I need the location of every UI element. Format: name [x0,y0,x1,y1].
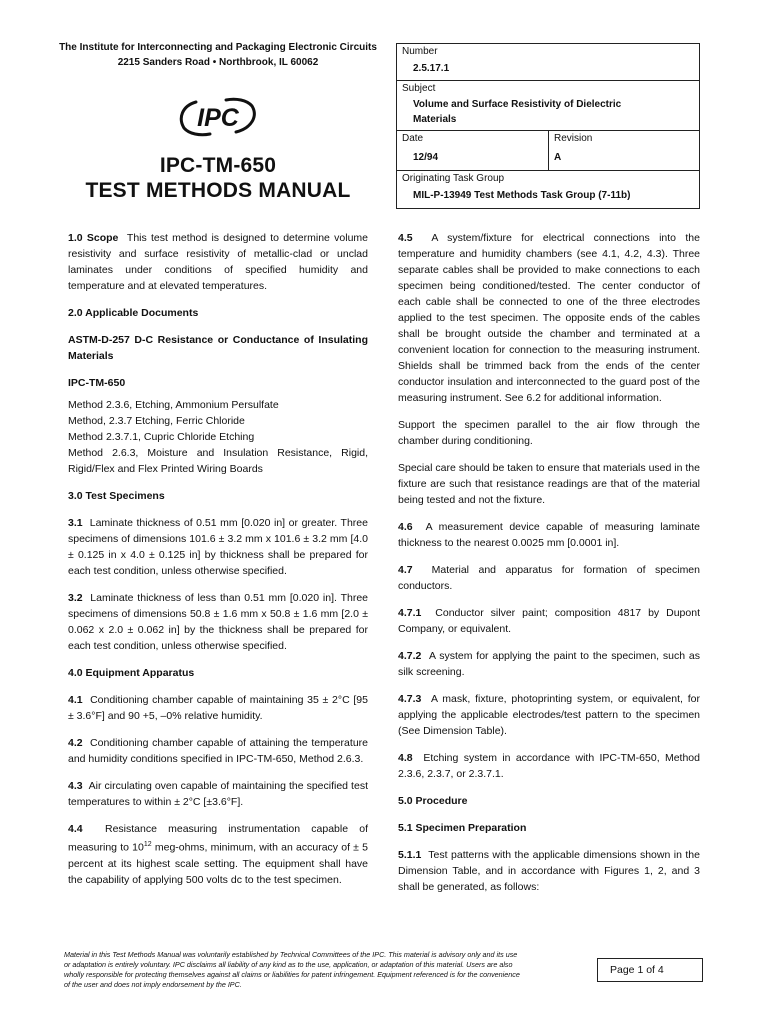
section-text-a: Resistance measuring instrumentation capable of measuring to 10 [68,823,368,854]
page-number: Page 1 of 4 [597,958,703,982]
manual-title: TEST METHODS MANUAL [85,179,351,202]
section-number: 1.0 Scope [68,232,119,244]
section-text: A mask, fixture, photoprinting system, or equivalent, for applying the applicable electrodes/test pattern to the specimen (See Dimension Table). [398,693,700,737]
section-number: 4.6 [398,521,413,533]
section-1-0 [68,230,368,294]
revision-cell [549,131,699,171]
right-column [398,230,700,906]
subject-label: Subject [402,83,436,94]
section-4-5 [398,230,700,406]
section-3-0-heading: 3.0 Test Specimens [68,490,165,502]
section-3-2 [68,590,368,654]
institute-address: 2215 Sanders Road • Northbrook, IL 60062 [117,57,319,68]
subject-cell [397,81,699,131]
section-text: Conditioning chamber capable of maintaining 35 ± 2°C [95 ± 3.6°F] and 90 +5, –0% relative humidity. [68,694,368,722]
section-number: 3.1 [68,517,83,529]
subject-value-line1: Volume and Surface Resistivity of Dielectric [413,99,622,110]
section-text: A system for applying the paint to the specimen, such as silk screening. [398,650,700,678]
section-4-7 [398,562,700,594]
section-4-7-3 [398,691,700,739]
task-group-label: Originating Task Group [402,173,505,184]
section-5-0-heading: 5.0 Procedure [398,795,468,807]
task-group-cell [397,171,699,208]
section-4-2 [68,735,368,767]
section-text: Air circulating oven capable of maintaining the specified test temperatures to within ± 2°C [±3.6°F]. [68,780,368,808]
manual-code: IPC-TM-650 [159,154,277,177]
document-info-box [396,43,700,209]
section-text: Etching system in accordance with IPC-TM-650, Method 2.3.6, 2.3.7, or 2.3.7.1. [398,752,700,780]
section-4-1 [68,692,368,724]
ipc-logo [176,96,260,138]
left-column [68,230,368,899]
ipc-logo-text: IPC [197,104,239,132]
section-number: 4.1 [68,694,83,706]
method-list-item: Method 2.3.7.1, Cupric Chloride Etching [68,431,255,443]
section-number: 4.7.3 [398,693,422,705]
section-4-0-heading: 4.0 Equipment Apparatus [68,667,195,679]
section-text: Conditioning chamber capable of attaining the temperature and humidity conditions specified in IPC-TM-650, Method 2.6.3. [68,737,368,765]
method-list-item: Method, 2.3.7 Etching, Ferric Chloride [68,415,245,427]
exponent: 12 [143,841,152,848]
number-cell [397,44,699,81]
section-3-1 [68,515,368,579]
section-4-7-1 [398,605,700,637]
section-4-7-2 [398,648,700,680]
paragraph: Special care should be taken to ensure that materials used in the fixture are such that resistance readings are that of the material being tested and not the fixture. [398,462,700,506]
method-list-item: Method 2.6.3, Moisture and Insulation Resistance, Rigid, Rigid/Flex and Flex Printed Wiring Boards [68,447,368,475]
section-text: This test method is designed to determine volume resistivity and surface resistivity of metallic-clad or unclad laminates under conditions of specified humidity and temperature and at elevated temperatures. [68,232,369,292]
section-number: 4.8 [398,752,413,764]
revision-label: Revision [554,133,593,144]
revision-value: A [554,152,562,163]
section-number: 4.7.2 [398,650,422,662]
section-4-4 [68,821,368,888]
section-number: 3.2 [68,592,83,604]
section-4-8 [398,750,700,782]
section-text: Test patterns with the applicable dimensions shown in the Dimension Table, and in accordance with Figures 1, 2, and 3 shall be generated, as follows: [398,849,700,893]
section-text: Material and apparatus for formation of specimen conductors. [398,564,700,592]
section-number: 4.7.1 [398,607,422,619]
section-number: 4.4 [68,823,83,835]
section-number: 4.5 [398,232,413,244]
paragraph: Support the specimen parallel to the air flow through the chamber during conditioning. [398,419,700,447]
footer-disclaimer: Material in this Test Methods Manual was voluntarily established by Technical Committees of the IPC. This material is advisory only and its use or adaptation is entirely voluntary. IPC disclaims all liability of any kind as to the use, application, or adaptation of this material. Users are also wholly responsible for protecting themselves against all claims or liabilities for patent infringement. Equipment referenced is for the convenience of the user and does not imply endorsement by the IPC. [64,950,520,989]
task-group-value: MIL-P-13949 Test Methods Task Group (7-11b) [413,190,631,201]
section-number: 5.1.1 [398,849,422,861]
section-number: 4.7 [398,564,413,576]
date-cell [397,131,549,171]
date-value: 12/94 [413,152,439,163]
number-label: Number [402,46,438,57]
section-5-1-heading: 5.1 Specimen Preparation [398,822,527,834]
section-number: 4.3 [68,780,83,792]
section-text-b: meg-ohms, minimum, with an accuracy of ± 5 percent at its highest scale setting. The equipment shall have the capability of applying 500 volts dc to the test specimen. [68,841,368,886]
astm-reference: ASTM-D-257 D-C Resistance or Conductance of Insulating Materials [68,334,368,362]
method-list-item: Method 2.3.6, Etching, Ammonium Persulfate [68,399,279,411]
ipc-tm-650-reference: IPC-TM-650 [68,377,126,389]
section-2-0-heading: 2.0 Applicable Documents [68,307,199,319]
section-text: Laminate thickness of less than 0.51 mm [0.020 in]. Three specimens of dimensions 50.8 ± 1.6 mm x 50.8 ± 1.6 mm [2.0 ± 0.062 x 2.0 ± 0.062 in] by the thickness shall be prepared for each test condition, unless otherwise specified. [68,592,368,652]
subject-value-line2: Materials [413,114,457,125]
section-4-6 [398,519,700,551]
number-value: 2.5.17.1 [413,63,450,74]
date-label: Date [402,133,424,144]
institute-name: The Institute for Interconnecting and Packaging Electronic Circuits [59,42,377,53]
section-number: 4.2 [68,737,83,749]
section-5-1-1 [398,847,700,895]
section-text: Laminate thickness of 0.51 mm [0.020 in] or greater. Three specimens of dimensions 101.6 ± 3.2 mm x 101.6 ± 3.2 mm [4.0 ± 0.125 in x 4.0 ± 0.125 in] by thickness shall be prepared for each test condition, unless otherwise specified. [68,517,368,577]
section-text: A system/fixture for electrical connections into the temperature and humidity chambers (see 4.1, 4.2, 4.3). Three separate cables shall be provided to make connections to each specimen being conditioned/tested. The center conductor of each cable shall be connected to one of the three electrodes applied to the test specimen. The opposite ends of the cables shall be brought outside the chamber and terminated at a convenient location for connection to the measuring instrument. Shields shall be trimmed back from the ends of the center conductor insulation and interconnected to the guard post of the measuring instrument. See 6.2 for additional information. [398,232,700,404]
section-4-3 [68,778,368,810]
section-text: A measurement device capable of measuring laminate thickness to the nearest 0.0025 mm [0.0001 in]. [398,521,700,549]
section-text: Conductor silver paint; composition 4817 by Dupont Company, or equivalent. [398,607,700,635]
